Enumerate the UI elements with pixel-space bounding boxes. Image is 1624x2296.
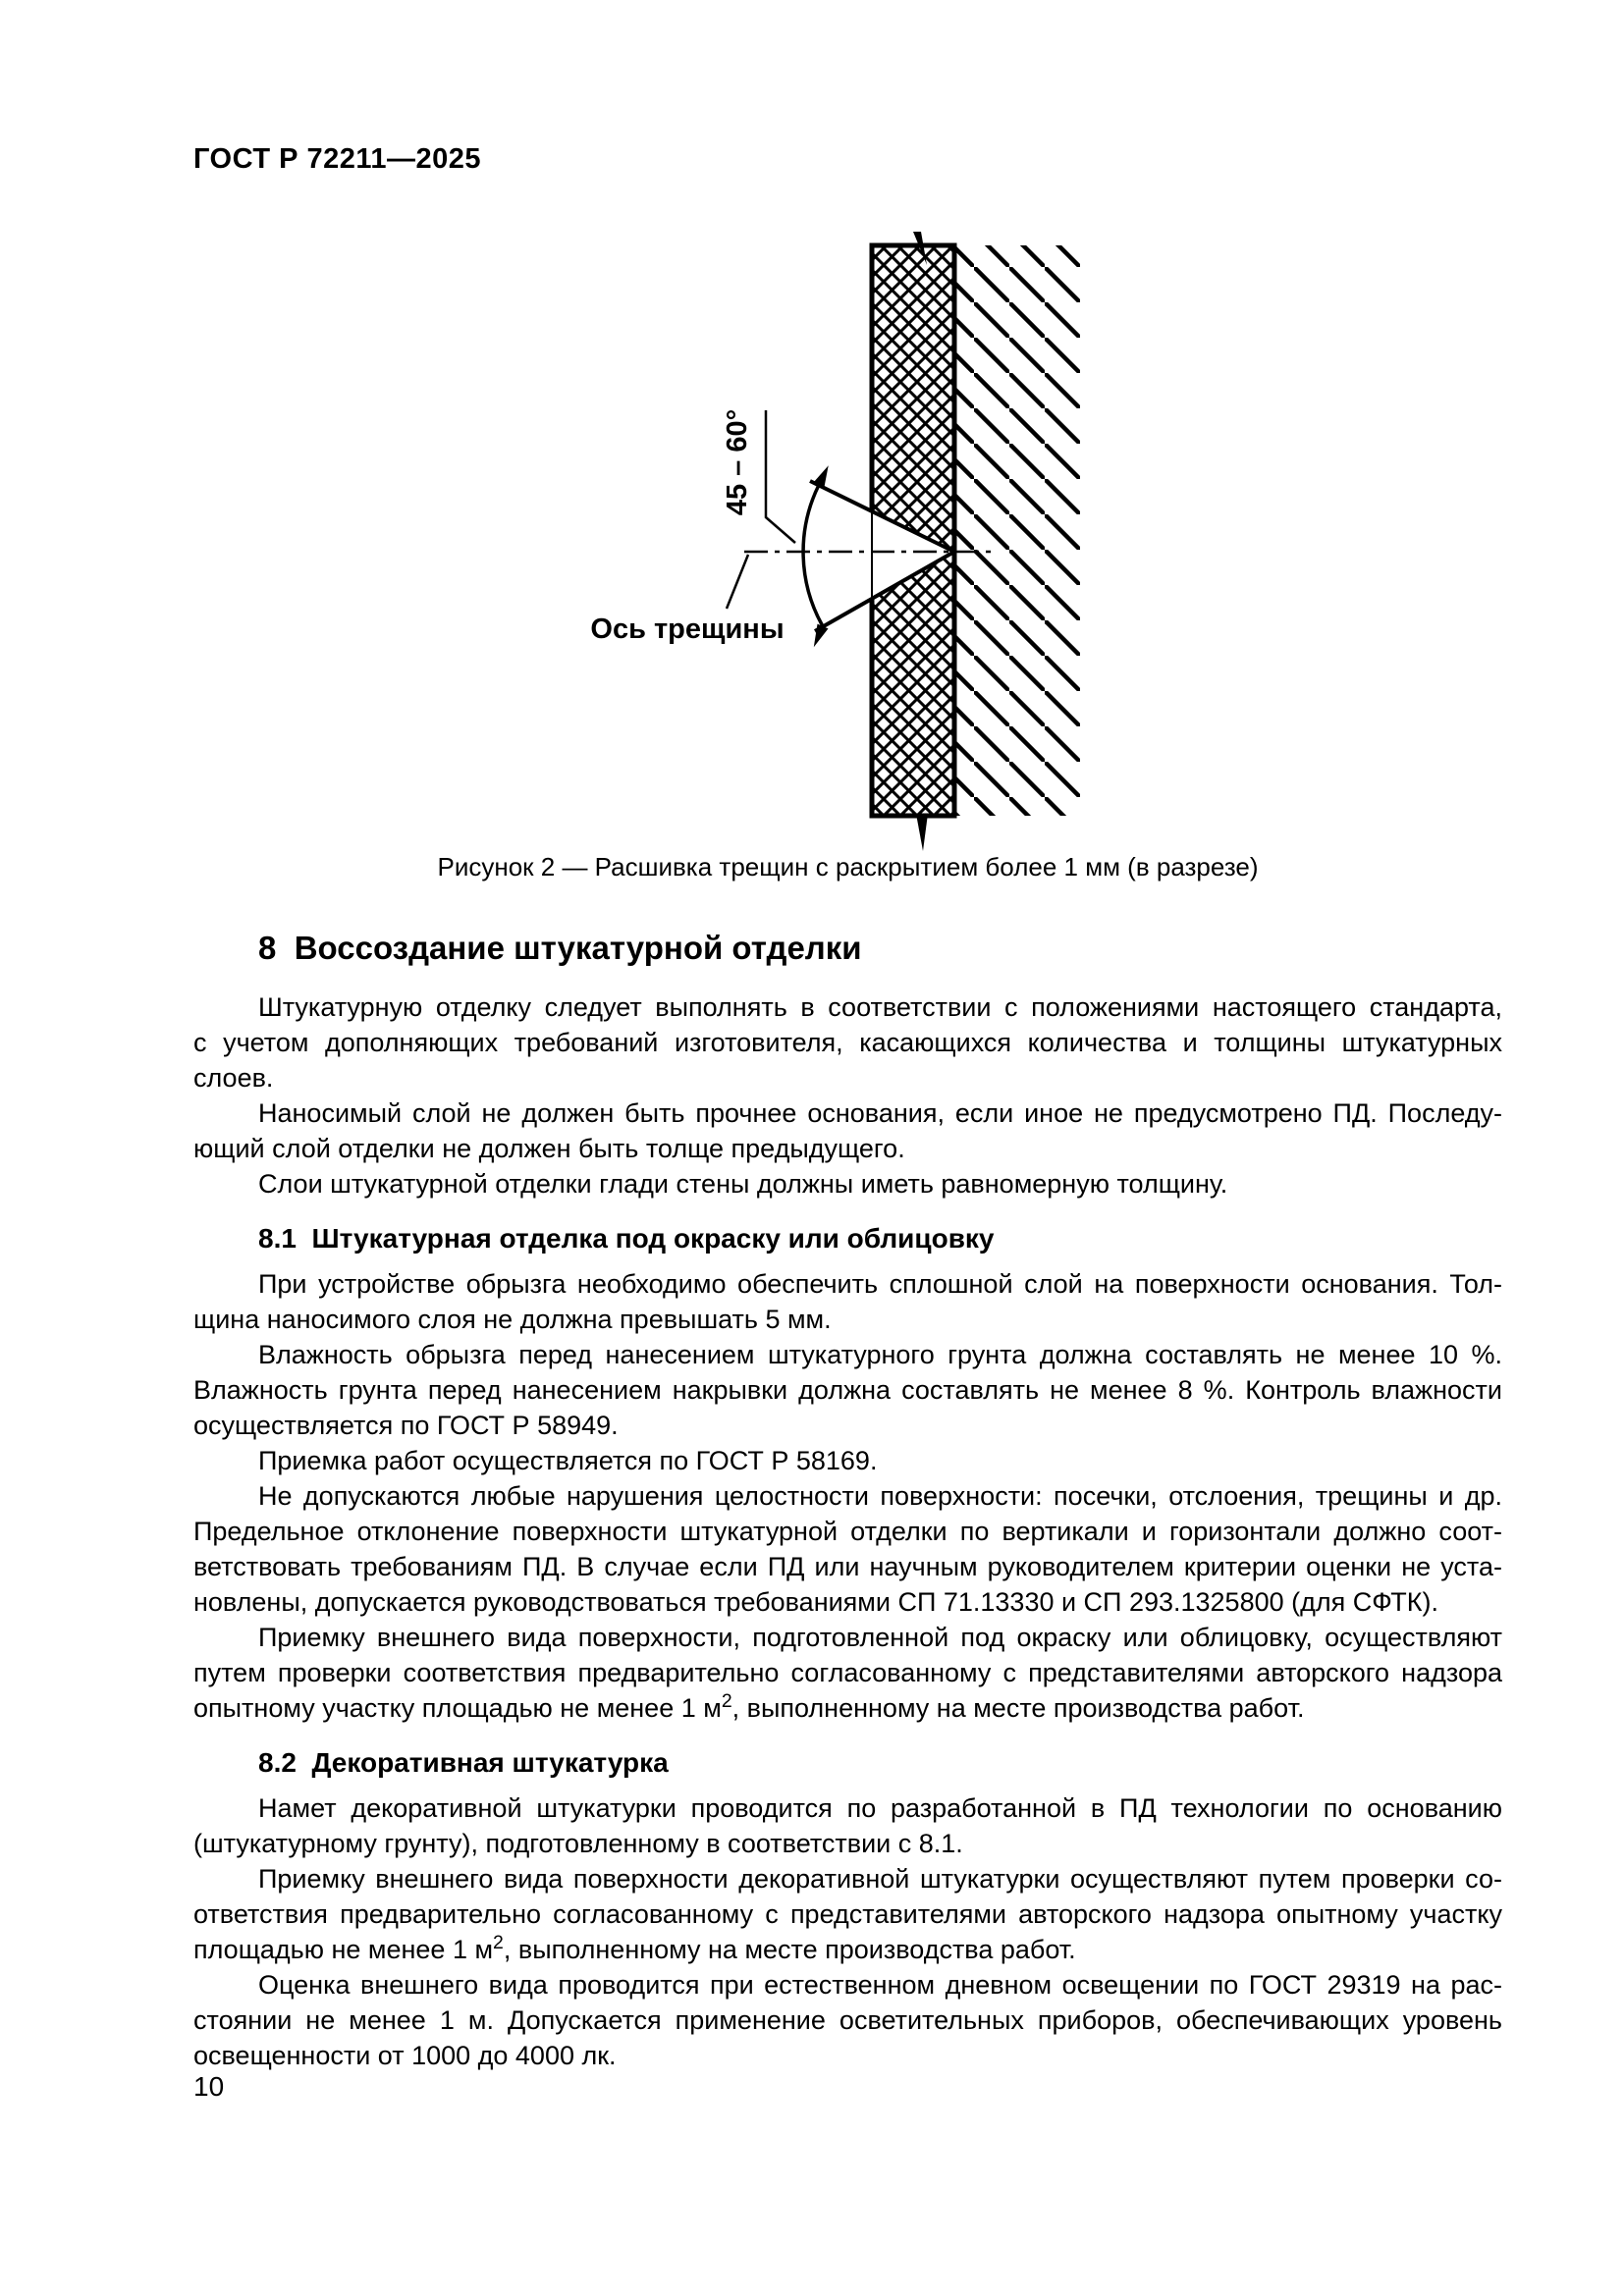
- paragraph: [193, 1790, 1502, 1861]
- text-line: Приемку внешнего вида поверхности декоративной штукатурки осуществляют путем проверки со-: [258, 1864, 1502, 1894]
- text-line: Слои штукатурной отделки глади стены должны иметь равномерную толщину.: [258, 1169, 1228, 1199]
- text-line: ответствия предварительно согласованному с представителями авторского надзора опытному участку: [193, 1899, 1502, 1929]
- figure-caption: Рисунок 2 — Расшивка трещин с раскрытием более 1 мм (в разрезе): [437, 852, 1259, 881]
- text-line: ветствовать требованиям ПД. В случае если ПД или научным руководителем критерии оценки не уста-: [193, 1552, 1502, 1581]
- text-line: слоев.: [193, 1063, 274, 1093]
- angle-label: 45 – 60°: [722, 408, 753, 516]
- paragraph: [193, 1337, 1502, 1443]
- text-line: щина наносимого слоя не должна превышать 5 мм.: [193, 1305, 832, 1334]
- paragraph: [193, 1166, 1502, 1201]
- text-line: Предельное отклонение поверхности штукатурной отделки по вертикали и горизонтали должно соот-: [193, 1517, 1502, 1546]
- axis-label-leader: [727, 555, 748, 609]
- axis-label: Ось трещины: [590, 614, 785, 645]
- angle-label-leader: [766, 410, 795, 543]
- body-content: [193, 929, 1502, 2073]
- text-line: Влажность обрызга перед нанесением штукатурного грунта должна составлять не менее 10 %.: [258, 1340, 1502, 1369]
- standard-number: ГОСТ Р 72211—2025: [193, 143, 482, 175]
- text-line: освещенности от 1000 до 4000 лк.: [193, 2041, 617, 2070]
- paragraph: [193, 989, 1502, 1095]
- text-line: При устройстве обрызга необходимо обеспечить сплошной слой на поверхности основания. Тол-: [258, 1269, 1502, 1299]
- text-line: Приемку внешнего вида поверхности, подготовленной под окраску или облицовку, осуществляют: [258, 1623, 1502, 1652]
- crack-tick-bottom: [916, 814, 928, 851]
- text-line: (штукатурному грунту), подготовленному в соответствии с 8.1.: [193, 1829, 963, 1858]
- text-line: опытному участку площадью не менее 1 $м^2$, выполненному на месте производства работ.: [193, 1690, 1305, 1723]
- section-heading: 8.2 Декоративная штукатурка: [258, 1747, 669, 1778]
- paragraph: [193, 1967, 1502, 2073]
- text-line: Влажность грунта перед нанесением накрывки должна составлять не менее 8 %. Контроль влажности: [193, 1375, 1502, 1405]
- wall-hatch: [954, 245, 1080, 816]
- text-line: Оценка внешнего вида проводится при естественном дневном освещении по ГОСТ 29319 на рас-: [258, 1970, 1502, 2000]
- paragraph: [193, 1443, 1502, 1478]
- text-line: Намет декоративной штукатурки проводится по разработанной в ПД технологии по основанию: [258, 1793, 1502, 1823]
- paragraph: [193, 1266, 1502, 1337]
- text-line: Штукатурную отделку следует выполнять в соответствии с положениями настоящего стандарта,: [258, 992, 1502, 1022]
- text-line: Приемка работ осуществляется по ГОСТ Р 58169.: [258, 1446, 878, 1475]
- text-line: Наносимый слой не должен быть прочнее основания, если иное не предусмотрено ПД. Последу-: [258, 1098, 1502, 1128]
- section-heading: 8.1 Штукатурная отделка под окраску или облицовку: [258, 1223, 995, 1254]
- text-line: стоянии не менее 1 м. Допускается применение осветительных приборов, обеспечивающих уровень: [193, 2005, 1502, 2035]
- text-line: с учетом дополняющих требований изготовителя, касающихся количества и толщины штукатурных: [193, 1028, 1502, 1057]
- paragraph: [193, 1620, 1502, 1726]
- section-heading: 8 Воссоздание штукатурной отделки: [258, 930, 862, 966]
- text-line: новлены, допускается руководствоваться требованиями СП 71.13330 и СП 293.1325800 (для СФТК).: [193, 1587, 1438, 1617]
- text-line: Не допускаются любые нарушения целостности поверхности: посечки, отслоения, трещины и др.: [258, 1481, 1502, 1511]
- text-line: осуществляется по ГОСТ Р 58949.: [193, 1411, 619, 1440]
- paragraph: [193, 1095, 1502, 1166]
- paragraph: [193, 1478, 1502, 1620]
- paragraph: [193, 1861, 1502, 1967]
- figure-2: [550, 232, 1100, 854]
- page-number: 10: [193, 2071, 225, 2102]
- figure-2-drawing: [550, 232, 1100, 854]
- text-line: площадью не менее 1 $м^2$, выполненному на месте производства работ.: [193, 1932, 1076, 1964]
- text-line: ющий слой отделки не должен быть толще предыдущего.: [193, 1134, 905, 1163]
- text-line: путем проверки соответствия предварительно согласованному с представителями авторского надзора: [193, 1658, 1502, 1687]
